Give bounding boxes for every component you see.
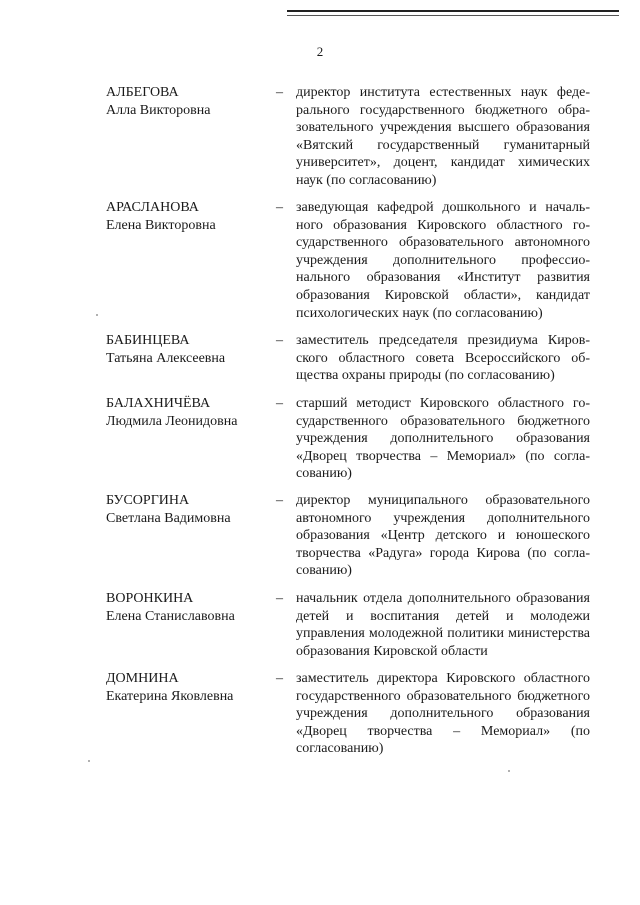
member-surname: ДОМНИНА — [106, 671, 179, 686]
member-name — [106, 395, 276, 430]
member-description: заместитель председателя президиума Кировского областного совета Всероссийского общества охраны природы (по согласованию) — [296, 333, 590, 384]
member-description: старший методист Кировского областного государственного образовательного бюджетного учреждения дополнительного образования «Дворец творчества – Мемориал» (по согласованию) — [296, 396, 590, 482]
member-name — [106, 199, 276, 234]
member-given-name: Екатерина Яковлевна — [106, 688, 234, 704]
member-given-name: Светлана Вадимовна — [106, 510, 231, 526]
member-surname: БАЛАХНИЧЁВА — [106, 396, 211, 411]
member-description: заместитель директора Кировского областного государственного образовательного бюджетного учреждения дополнительного образования «Дворец творчества – Мемориал» (по согласованию) — [296, 671, 590, 757]
member-given-name: Людмила Леонидовна — [106, 413, 238, 429]
dash-separator: – — [276, 85, 283, 100]
member-surname: ВОРОНКИНА — [106, 591, 194, 606]
dash-separator: – — [276, 493, 283, 508]
member-name — [106, 590, 276, 625]
member-given-name: Елена Викторовна — [106, 217, 216, 233]
member-surname: АЛБЕГОВА — [106, 85, 179, 100]
member-description: заведующая кафедрой дошкольного и начального образования Кировского областного государственного образовательного автономного учреждения дополнительного профессионального образования «Институт развития образования Кировской области», кандидат психологических наук (по согласованию) — [296, 200, 590, 321]
member-description: директор муниципального образовательного автономного учреждения дополнительного образования «Центр детского и юношеского творчества «Радуга» города Кирова (по согласованию) — [296, 493, 590, 579]
member-surname: АРАСЛАНОВА — [106, 200, 199, 215]
member-surname: БАБИНЦЕВА — [106, 333, 190, 348]
page-number: 2 — [316, 44, 324, 59]
member-name — [106, 492, 276, 527]
member-given-name: Елена Станиславовна — [106, 608, 235, 624]
member-description: начальник отдела дополнительного образования детей и воспитания детей и молодежи управления молодежной политики министерства образования Кировской области — [296, 591, 590, 659]
member-name — [106, 670, 276, 705]
member-description: директор института естественных наук федерального государственного бюджетного образовательного учреждения высшего образования «Вятский государственный гуманитарный университет», доцент, кандидат химических наук (по согласованию) — [296, 85, 590, 188]
top-rule-thin — [287, 15, 619, 16]
member-given-name: Татьяна Алексеевна — [106, 350, 226, 366]
dash-separator: – — [276, 671, 283, 686]
scan-speck — [88, 760, 90, 762]
top-rule — [287, 10, 619, 12]
member-name — [106, 84, 276, 119]
dash-separator: – — [276, 333, 283, 348]
member-name — [106, 332, 276, 367]
member-given-name: Алла Викторовна — [106, 102, 211, 118]
dash-separator: – — [276, 591, 283, 606]
dash-separator: – — [276, 200, 283, 215]
scan-speck — [508, 770, 510, 772]
dash-separator: – — [276, 396, 283, 411]
scan-speck — [96, 314, 98, 316]
member-surname: БУСОРГИНА — [106, 493, 190, 508]
